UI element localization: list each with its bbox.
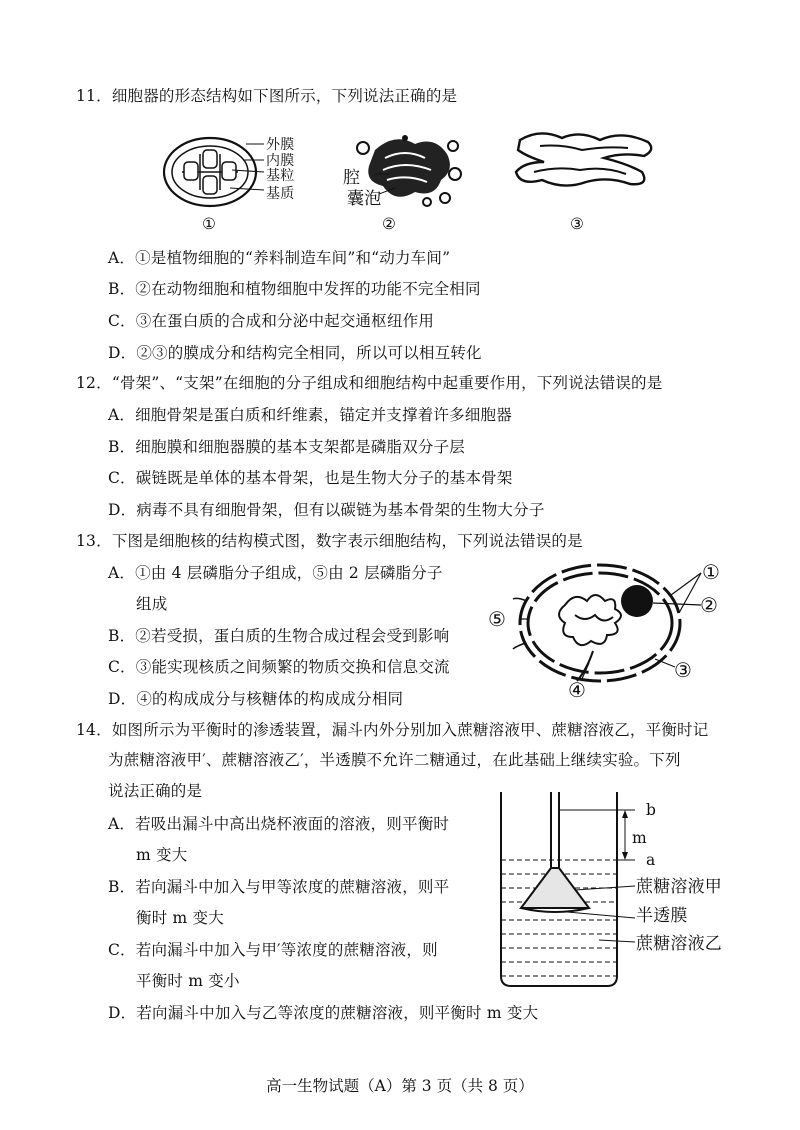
q12-option-b: B．细胞膜和细胞器膜的基本支架都是磷脂双分子层 [108, 438, 465, 456]
q14-option-c-cont: 平衡时 m 变小 [136, 972, 240, 990]
osmosis-label-m: m [632, 829, 647, 847]
fig2-label-cavity: 腔 [343, 168, 361, 188]
nucleus-label-1: ① [702, 560, 721, 584]
nucleus-label-5: ⑤ [488, 607, 507, 631]
q12-stem-text: “骨架”、“支架”在细胞的分子组成和细胞结构中起重要作用，下列说法错误的是 [111, 374, 663, 392]
q14-number: 14． [76, 721, 112, 739]
fig1-caption: ① [202, 215, 217, 233]
q11-option-b: B．②在动物细胞和植物细胞中发挥的功能不完全相同 [108, 280, 481, 298]
q13-option-d: D．④的构成成分与核糖体的构成成分相同 [108, 690, 404, 708]
osmosis-label-a: a [646, 851, 656, 869]
fig1-label-matrix: 基质 [266, 186, 295, 202]
q13-nucleus-figure [505, 555, 720, 705]
q14-stem-line-2: 为蔗糖溶液甲′、蔗糖溶液乙′，半透膜不允许二糖通过，在此基础上继续实验。下列 [108, 751, 681, 769]
nucleus-label-2: ② [700, 593, 719, 617]
osmosis-label-solution-yi: 蔗糖溶液乙 [636, 934, 722, 954]
q14-option-c: C．若向漏斗中加入与甲′等浓度的蔗糖溶液，则 [108, 941, 438, 959]
q12-number: 12． [76, 374, 112, 392]
q11-option-c: C．③在蛋白质的合成和分泌中起交通枢纽作用 [108, 312, 435, 330]
fig1-label-inner-membrane: 内膜 [266, 153, 295, 169]
q11-option-a: A．①是植物细胞的“养料制造车间”和“动力车间” [108, 249, 451, 267]
q12-option-d: D．病毒不具有细胞骨架，但有以碳链为基本骨架的生物大分子 [108, 501, 545, 519]
q13-option-c: C．③能实现核质之间频繁的物质交换和信息交流 [108, 658, 450, 676]
q11-number: 11． [76, 87, 112, 105]
q11-figure-3 [510, 126, 660, 196]
q13-option-a-cont: 组成 [136, 595, 168, 613]
osmosis-label-membrane: 半透膜 [636, 906, 688, 926]
q14-stem-line-3: 说法正确的是 [108, 782, 203, 800]
fig2-label-vesicle: 囊泡 [347, 189, 382, 209]
fig3-caption: ③ [570, 215, 585, 233]
q14-osmosis-figure [495, 790, 635, 990]
fig1-label-outer-membrane: 外膜 [266, 137, 295, 153]
nucleus-label-4: ④ [568, 678, 587, 702]
fig1-label-grana: 基粒 [266, 168, 295, 184]
q13-option-b: B．②若受损，蛋白质的生物合成过程会受到影响 [108, 627, 450, 645]
fig2-caption: ② [382, 215, 397, 233]
q14-option-a-cont: m 变大 [136, 846, 188, 864]
q14-option-b-cont: 衡时 m 变大 [136, 909, 224, 927]
osmosis-label-solution-jia: 蔗糖溶液甲 [636, 877, 722, 897]
q13-option-a: A．①由 4 层磷脂分子组成，⑤由 2 层磷脂分子 [108, 564, 443, 582]
q11-option-d: D．②③的膜成分和结构完全相同，所以可以相互转化 [108, 344, 482, 362]
q13-stem-text: 下图是细胞核的结构模式图，数字表示细胞结构，下列说法错误的是 [111, 532, 583, 550]
q13-number: 13． [76, 532, 112, 550]
q14-option-d: D．若向漏斗中加入与乙等浓度的蔗糖溶液，则平衡时 m 变大 [108, 1004, 539, 1022]
q14-option-a: A．若吸出漏斗中高出烧杯液面的溶液，则平衡时 [108, 815, 450, 833]
q12-stem [76, 373, 662, 393]
q14-option-b: B．若向漏斗中加入与甲等浓度的蔗糖溶液，则平 [108, 878, 450, 896]
q14-stem-line-1 [76, 720, 708, 740]
q11-stem-text: 细胞器的形态结构如下图所示，下列说法正确的是 [111, 87, 458, 105]
page-footer: 高一生物试题（A）第 3 页（共 8 页） [266, 1077, 534, 1095]
q12-option-a: A．细胞骨架是蛋白质和纤维素，锚定并支撑着许多细胞器 [108, 406, 512, 424]
q11-stem [76, 86, 457, 106]
osmosis-label-b: b [646, 801, 657, 819]
q12-option-c: C．碳链既是单体的基本骨架，也是生物大分子的基本骨架 [108, 469, 513, 487]
nucleus-label-3: ③ [674, 658, 693, 682]
q14-stem-text-1: 如图所示为平衡时的渗透装置，漏斗内外分别加入蔗糖溶液甲、蔗糖溶液乙，平衡时记 [111, 721, 709, 739]
q13-stem [76, 531, 583, 551]
